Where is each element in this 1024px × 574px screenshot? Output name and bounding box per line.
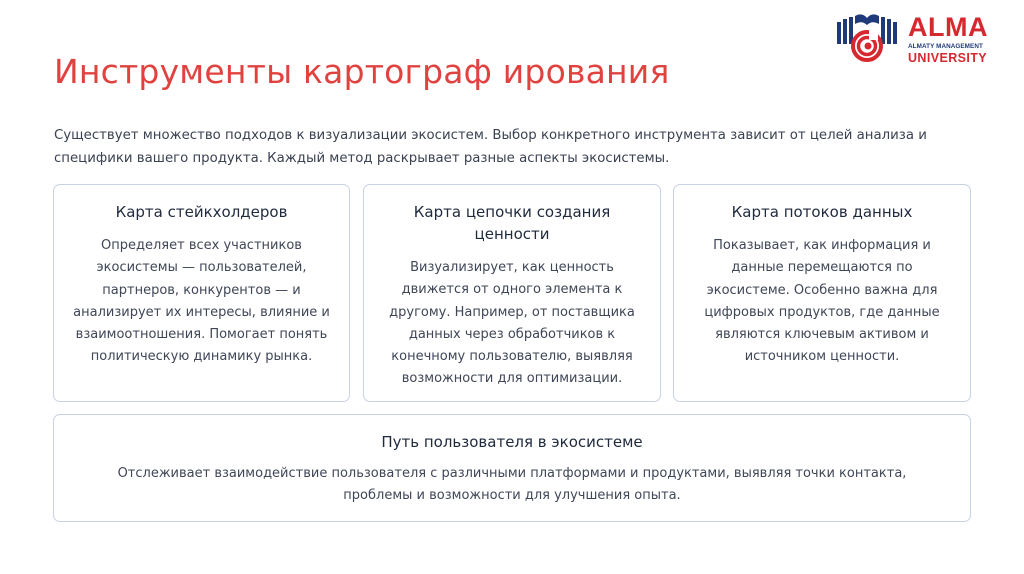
logo-wordmark: ALMA [908,12,988,42]
card-title: Путь пользователя в экосистеме [381,433,643,451]
card-user-journey [53,414,971,522]
card-description: Показывает, как информация и данные перемещаются по экосистеме. Особенно важна для цифровых продуктов, где данные являются ключевым активом и источником ценности. [704,238,940,365]
card-description: Определяет всех участников экосистемы — пользователей, партнеров, конкурентов — и анализирует их интересы, влияние и взаимоотношения. Помогает понять политическую динамику рынка. [73,238,330,365]
card-value-chain-map [363,184,661,402]
alma-university-logo [834,10,1004,66]
book-spiral-emblem-icon [834,10,902,64]
card-title: Карта потоков данных [731,203,913,221]
card-title: Карта стейкхолдеров [115,203,288,221]
card-title: Карта цепочки создания ценности [413,203,611,243]
card-data-flow-map [673,184,971,402]
logo-subtitle: ALMATY MANAGEMENT [908,43,983,50]
card-description: Визуализирует, как ценность движется от одного элемента к другому. Например, от поставщика данных через обработчиков к конечному пользователю, выявляя возможности для оптимизации. [389,260,635,387]
intro-paragraph: Существует множество подходов к визуализации экосистем. Выбор конкретного инструмента зависит от целей анализа и специфики вашего продукта. Каждый метод раскрывает разные аспекты экосистемы. [54,128,927,166]
logo-university: UNIVERSITY [908,51,988,65]
card-description: Отслеживает взаимодействие пользователя с различными платформами и продуктами, выявляя точки контакта, проблемы и возможности для улучшения опыта. [117,466,907,504]
card-stakeholder-map [53,184,350,402]
page-title: Инструменты картограф ирования [54,52,670,91]
